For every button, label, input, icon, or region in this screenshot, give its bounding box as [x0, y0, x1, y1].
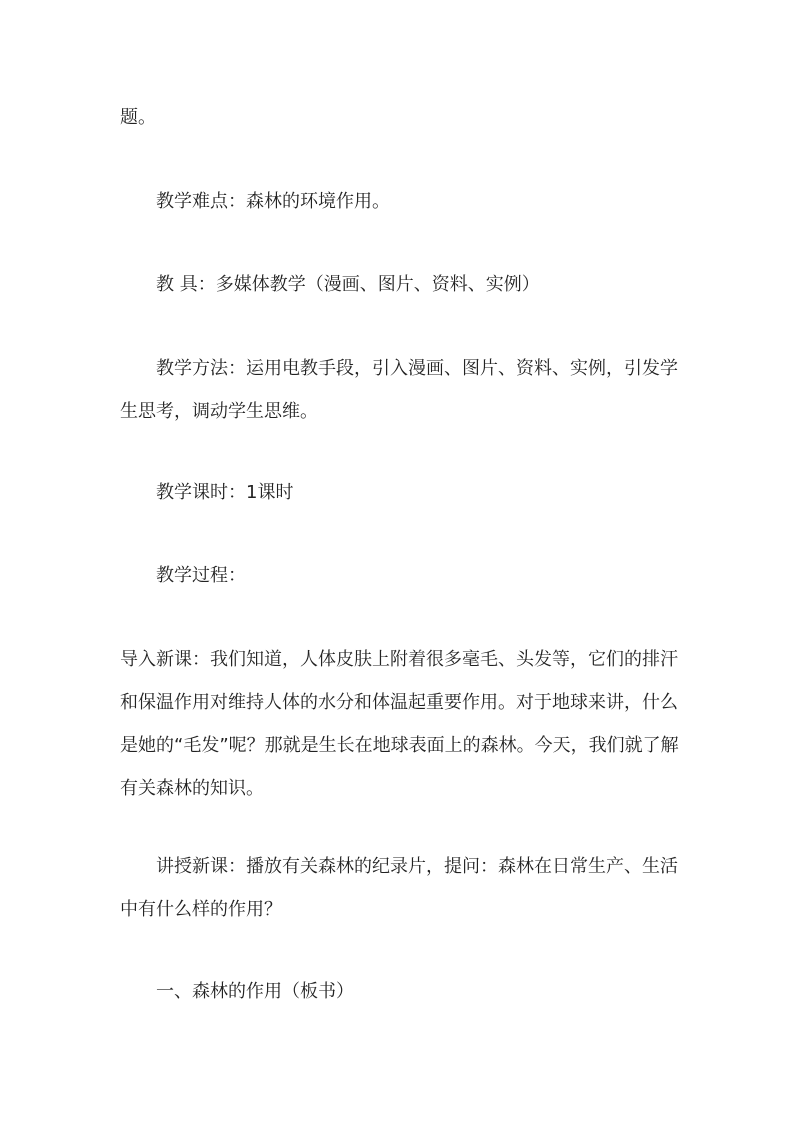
section-heading: 一、森林的作用（板书） [156, 981, 354, 1002]
paragraph-teaching-difficulty: 教学难点：森林的环境作用。 [156, 191, 390, 212]
paragraph-teaching-methods: 教学方法：运用电教手段，引入漫画、图片、资料、实例，引发学生思考，调动学生思维。 [120, 358, 678, 422]
paragraph-teaching-tools: 教 具：多媒体教学（漫画、图片、资料、实例） [156, 274, 540, 295]
paragraph-teaching-hours: 教学课时：1课时 [156, 482, 294, 503]
paragraph-new-lesson: 讲授新课：播放有关森林的纪录片，提问：森林在日常生产、生活中有什么样的作用？ [120, 856, 678, 920]
paragraph-introduction: 导入新课：我们知道，人体皮肤上附着很多毫毛、头发等，它们的排汗和保温作用对维持人体的水分和体温起重要作用。对于地球来讲，什么是她的“毛发”呢？那就是生长在地球表面上的森林。今天，我们就了解有关森林的知识。 [120, 649, 679, 799]
paragraph-teaching-process: 教学过程： [156, 565, 246, 586]
paragraph-fragment: 题。 [120, 107, 156, 128]
